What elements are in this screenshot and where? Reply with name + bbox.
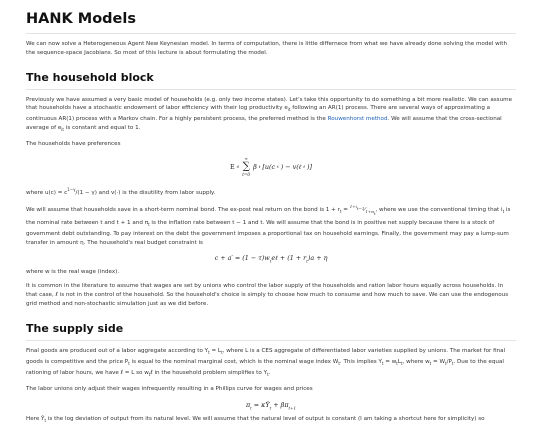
household-paragraph-6: It is common in the literature to assume that wages are set by unions who control the labor supply of the households and ration labor hours equally across households. In that case, ℓ is not in the control of the household. So the household's choice is simply to choose how much to consume and how much to save. We can use the endogenous grid method and non-stochastic simulation just as we did before. <box>26 283 509 307</box>
preferences-equation: E 0 ∞ ∑ t=0 β t [u(c t ) − v(ℓ t )] <box>230 155 312 177</box>
supply-heading: The supply side <box>26 322 516 341</box>
supply-paragraph-3: Here $Ŷ_t$ is the log deviation of output from its natural level. We will assume that the natural level of output is constant (I am taking a shortcut here for simplicity) so <box>26 416 485 424</box>
rouwenhorst-link[interactable]: Rouwenhorst method <box>327 116 388 123</box>
supply-paragraph-2: The labor unions only adjust their wages infrequently resulting in a Phillips curve for wages and prices <box>26 386 313 393</box>
household-paragraph-4: We will assume that households save in a short-term nominal bond. The ex-post real return on the bond is $1 + r_t$ = $^{1+i_{t-1}}⁄_{1+\pi_t}$, where we use the conventional timing that $i_t$ is the nominal rate between t and t + 1 and $\pi_t$ is the inflation rate between t − 1 and t. We will assume that the bond is in positive net supply because there is a stock of government debt outstanding. To pay interest on the debt the government imposes a proportional tax on household earnings. Finally, the government may pay a lump-sum transfer in amount η. The household's real budget constraint is <box>26 204 511 246</box>
page-title: HANK Models <box>26 10 516 34</box>
household-paragraph-3: where $u(c) = c^{1-\gamma}/(1 - \gamma)$ and v(·) is the disutility from labor supply. <box>26 186 216 196</box>
budget-constraint-equation: $c + a' = (1 - \tau)w_te\ell + (1 + r_t)a + \eta$ <box>214 253 328 263</box>
household-paragraph-2: The households have preferences <box>26 141 121 147</box>
intro-paragraph: We can now solve a Heterogeneous Agent New Keynesian model. In terms of computation, there is little differnece from what we have already done solving the model with the sequence-space Jacobians. So most of this lecture is about formulating the model. <box>26 41 508 56</box>
household-paragraph-5: where w is the real wage (index). <box>26 268 120 275</box>
household-heading: The household block <box>26 71 516 90</box>
supply-paragraph-1: Final goods are produced out of a labor aggregate according to $Y_t = L_t$, where L is a CES aggregate of differentiated labor varieties supplied by unions. The market for final goods is competitive and the price $P_t$ is equal to the nominal marginal cost, which is the nominal wage index $W_t$. This implies $Y_t = w_tL_t$, where $w_t = W_t/P_t$. Due to the equal rationing of labor hours, we have ℓ = L so $w_t\ell$ in the household problem simplifies to $Y_t$. <box>26 347 506 377</box>
phillips-curve-equation: $\pi_t$ = $\kappa Ŷ_t + \beta\pi_{t+1}$ <box>245 401 297 411</box>
household-paragraph-1: Previously we have assumed a very basic model of households (e.g. only two income states). Let's take this opportunity to do something a bit more realistic. We can assume that households have a stochastic endowment of labor efficiency with their log productivity $e_{it}$ following an AR(1) process. There are several ways of approximating a continuous AR(1) process with a Markov chain. For a highly persistent process, the preferred method is the Rouwenhorst method. We will assume that the cross-sectional average of $e_{it}$ is constant and equal to 1. <box>26 96 513 133</box>
